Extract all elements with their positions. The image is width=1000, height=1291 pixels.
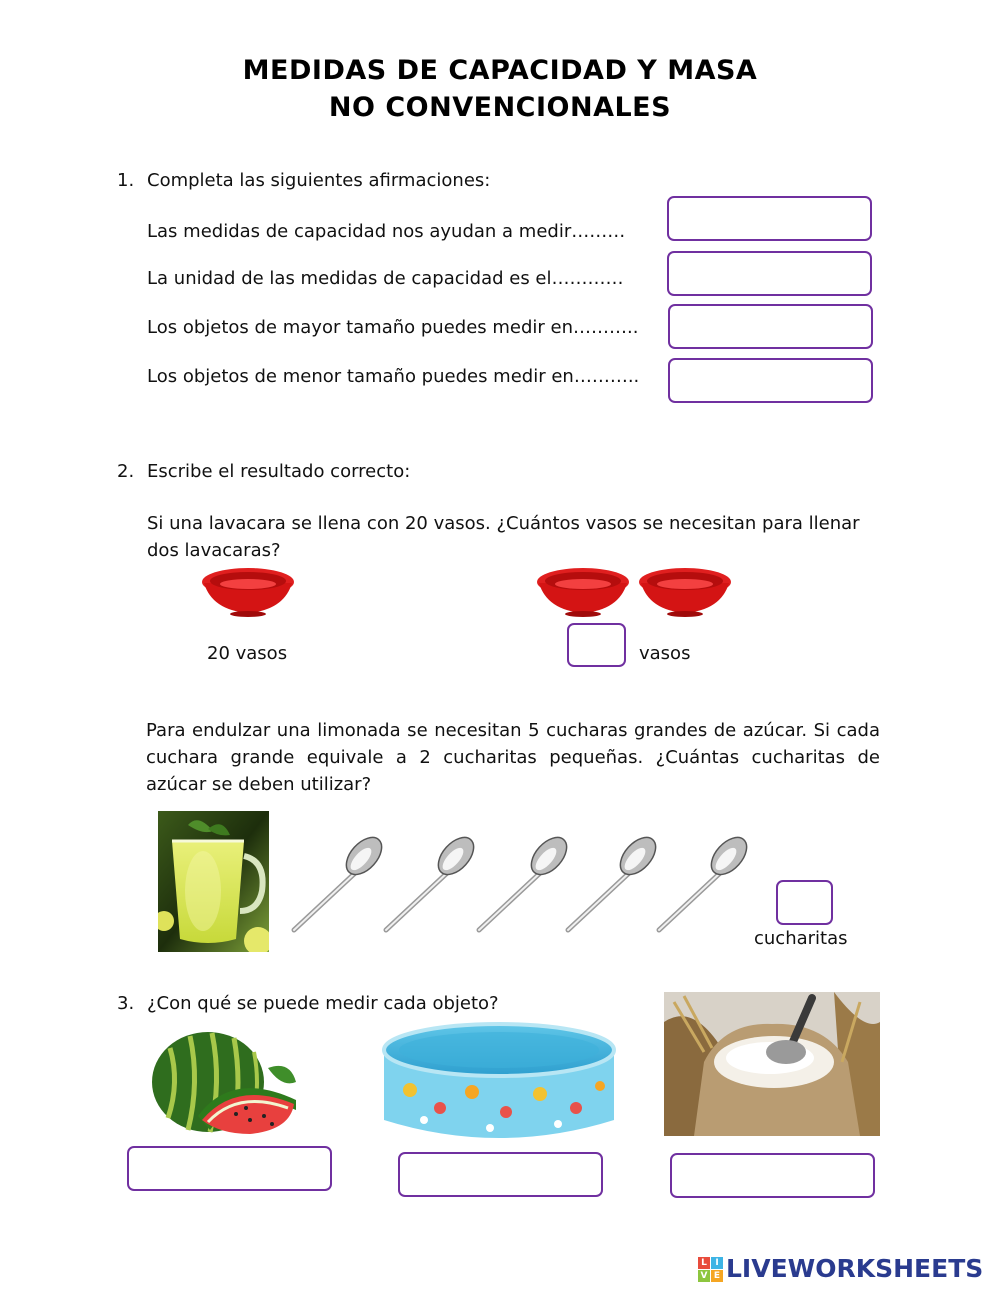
problem2-answer-unit: cucharitas: [754, 928, 848, 949]
spoon-image-4: [562, 832, 657, 937]
answer-box-cucharitas[interactable]: [776, 880, 833, 925]
logo-letter-i: I: [711, 1257, 723, 1269]
spoon-image-3: [473, 832, 568, 937]
page-title-line1: MEDIDAS DE CAPACIDAD Y MASA: [242, 55, 758, 86]
statement-1: Las medidas de capacidad nos ayudan a medir………: [147, 221, 626, 242]
flour-sack-image: [664, 992, 880, 1136]
logo-letter-e: E: [711, 1270, 723, 1282]
page-title-line2: NO CONVENCIONALES: [328, 92, 672, 123]
statement-2: La unidad de las medidas de capacidad es el…………: [147, 268, 624, 289]
problem1-left-label: 20 vasos: [207, 643, 288, 664]
section2-number: 2.: [117, 461, 135, 482]
logo-letter-v: V: [698, 1270, 710, 1282]
section1-number: 1.: [117, 170, 135, 191]
bowl-image-double-1: [535, 566, 631, 618]
answer-box-1[interactable]: [667, 196, 872, 241]
section3-number: 3.: [117, 993, 135, 1014]
answer-box-3[interactable]: [668, 304, 873, 349]
pool-image: [380, 1020, 618, 1150]
section1-heading: Completa las siguientes afirmaciones:: [147, 170, 491, 191]
statement-3: Los objetos de mayor tamaño puedes medir en………..: [147, 317, 639, 338]
bowl-image-double-2: [637, 566, 733, 618]
spoon-image-1: [288, 832, 383, 937]
problem1-line2: dos lavacaras?: [147, 540, 281, 561]
lemonade-image: [158, 811, 269, 952]
answer-box-vasos[interactable]: [567, 623, 626, 667]
spoon-image-2: [380, 832, 475, 937]
answer-box-4[interactable]: [668, 358, 873, 403]
spoon-image-5: [653, 832, 748, 937]
problem2-text: Para endulzar una limonada se necesitan 5 cucharas grandes de azúcar. Si cada cuchara grande equivale a 2 cucharitas pequeñas. ¿Cuántas cucharitas de azúcar se deben utilizar?: [146, 720, 880, 795]
answer-box-watermelon[interactable]: [127, 1146, 332, 1191]
answer-box-pool[interactable]: [398, 1152, 603, 1197]
problem1-answer-unit: vasos: [639, 643, 691, 664]
answer-box-2[interactable]: [667, 251, 872, 296]
section3-heading: ¿Con qué se puede medir cada objeto?: [147, 993, 499, 1014]
logo-letter-l: L: [698, 1257, 710, 1269]
liveworksheets-logo-icon: [698, 1257, 723, 1282]
answer-box-flour[interactable]: [670, 1153, 875, 1198]
section2-heading: Escribe el resultado correcto:: [147, 461, 411, 482]
watermelon-image: [150, 1030, 300, 1140]
bowl-image-single: [200, 566, 296, 618]
problem1-line1: Si una lavacara se llena con 20 vasos. ¿Cuántos vasos se necesitan para llenar: [147, 513, 860, 534]
statement-4: Los objetos de menor tamaño puedes medir en………..: [147, 366, 640, 387]
liveworksheets-brand: LIVEWORKSHEETS: [726, 1254, 984, 1283]
